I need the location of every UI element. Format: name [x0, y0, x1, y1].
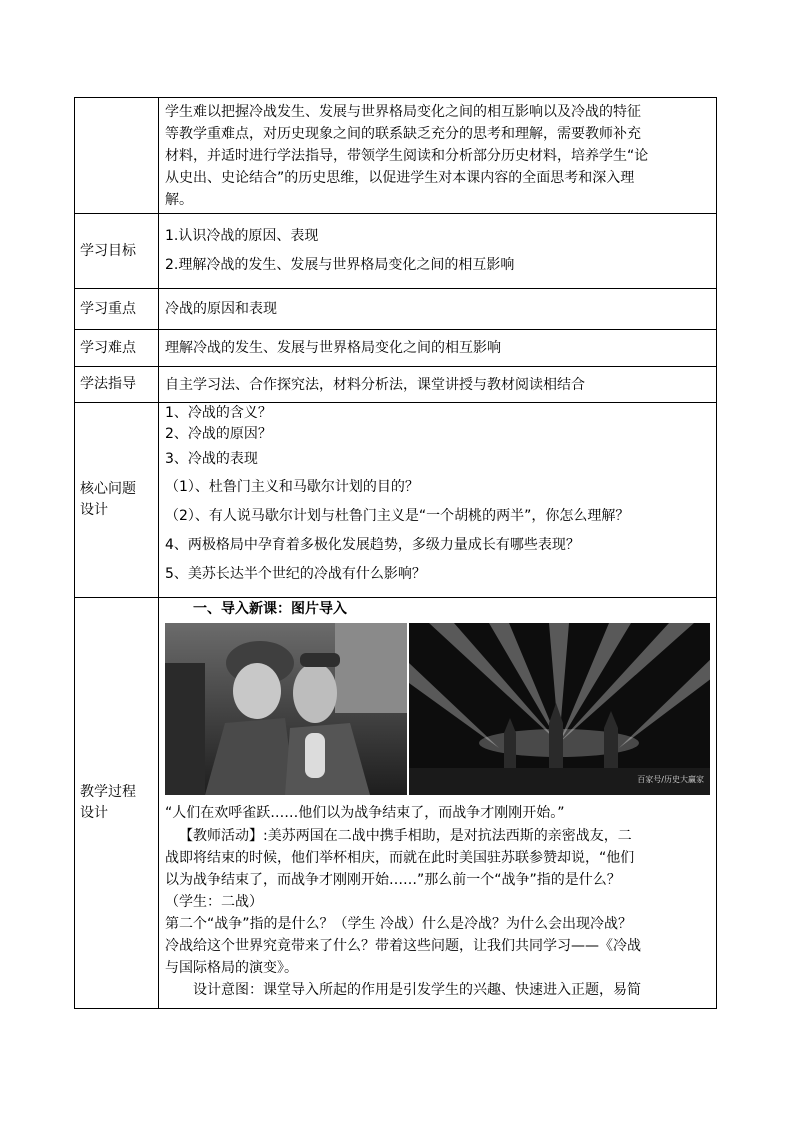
- document-page: [74, 97, 717, 1009]
- core-item: 3、冷战的表现: [165, 451, 258, 467]
- method-content: 自主学习法、合作探究法，材料分析法，课堂讲授与教材阅读相结合: [159, 367, 717, 403]
- intro-content-cell: [159, 98, 717, 214]
- intro-line: 等教学重难点，对历史现象之间的联系缺乏充分的思考和理解，需要教师补充: [165, 126, 641, 142]
- focus-row: [75, 289, 717, 330]
- core-item: 5、美苏长达半个世纪的冷战有什么影响？: [165, 566, 426, 582]
- quote-text: “人们在欢呼雀跃……他们以为战争结束了，而战争才刚刚开始。”: [165, 805, 565, 821]
- soldiers-photo: [165, 623, 407, 795]
- paragraph-line: 第二个“战争”指的是什么？（学生 冷战）什么是冷战？为什么会出现冷战？: [165, 916, 632, 932]
- core-item: 1、冷战的含义？: [165, 405, 272, 421]
- searchlight-photo: [409, 623, 710, 795]
- paragraph-line: （学生：二战）: [165, 894, 263, 910]
- core-item: （2）、有人说马歇尔计划与杜鲁门主义是“一个胡桃的两半”，你怎么理解？: [165, 508, 630, 524]
- core-label-line: 设计: [80, 502, 108, 518]
- core-label-line: 核心问题: [80, 481, 136, 497]
- focus-label: 学习重点: [75, 289, 159, 330]
- method-row: [75, 367, 717, 403]
- intro-label-cell: [75, 98, 159, 214]
- paragraph-line: 与国际格局的演变》。: [165, 960, 298, 976]
- core-content: [159, 403, 717, 598]
- process-label: [75, 598, 159, 1009]
- intro-line: 从史出、史论结合”的历史思维，以促进学生对本课内容的全面思考和深入理: [165, 170, 635, 186]
- paragraph-line: 战即将结束的时候，他们举杯相庆，而就在此时美国驻苏联参赞却说，“他们: [165, 850, 635, 866]
- paragraph-line: 以为战争结束了，而战争才刚刚开始……”那么前一个“战争”指的是什么？: [165, 872, 621, 888]
- difficulty-row: [75, 330, 717, 367]
- difficulty-content: 理解冷战的发生、发展与世界格局变化之间的相互影响: [159, 330, 717, 367]
- paragraph-line: 【教师活动】:美苏两国在二战中携手相助，是对抗法西斯的亲密战友，二: [179, 828, 632, 844]
- difficulty-label: 学习难点: [75, 330, 159, 367]
- intro-line: 学生难以把握冷战发生、发展与世界格局变化之间的相互影响以及冷战的特征: [165, 104, 641, 120]
- intro-line: 解。: [165, 192, 193, 208]
- core-item: 2、冷战的原因？: [165, 426, 272, 442]
- process-label-line: 设计: [80, 805, 108, 821]
- goals-content: [159, 214, 717, 289]
- intro-line: 材料，并适时进行学法指导，带领学生阅读和分析部分历史材料，培养学生“论: [165, 148, 649, 164]
- method-label: 学法指导: [75, 367, 159, 403]
- core-item: （1）、杜鲁门主义和马歇尔计划的目的？: [165, 479, 419, 495]
- core-label: [75, 403, 159, 598]
- section-heading: 一、导入新课：图片导入: [193, 601, 347, 617]
- paragraph-line: 冷战给这个世界究竟带来了什么？带着这些问题，让我们共同学习——《冷战: [165, 938, 641, 954]
- design-intent-line: 设计意图：课堂导入所起的作用是引发学生的兴趣、快速进入正题，易简: [193, 982, 641, 998]
- intro-row: [75, 98, 717, 214]
- goal-item: 1.认识冷战的原因、表现: [165, 228, 319, 244]
- focus-content: 冷战的原因和表现: [159, 289, 717, 330]
- goals-label: 学习目标: [75, 214, 159, 289]
- core-row: [75, 403, 717, 598]
- process-content: [159, 598, 717, 1009]
- goals-row: [75, 214, 717, 289]
- goal-item: 2.理解冷战的发生、发展与世界格局变化之间的相互影响: [165, 257, 515, 273]
- soldiers-photo-art: [165, 623, 407, 795]
- process-label-line: 教学过程: [80, 784, 136, 800]
- process-row: [75, 598, 717, 1009]
- core-item: 4、两极格局中孕育着多极化发展趋势，多级力量成长有哪些表现？: [165, 537, 580, 553]
- photo-strip: [165, 623, 710, 795]
- lesson-plan-table: [74, 97, 717, 1009]
- photo-watermark: 百家号/历史大赢家: [637, 775, 704, 784]
